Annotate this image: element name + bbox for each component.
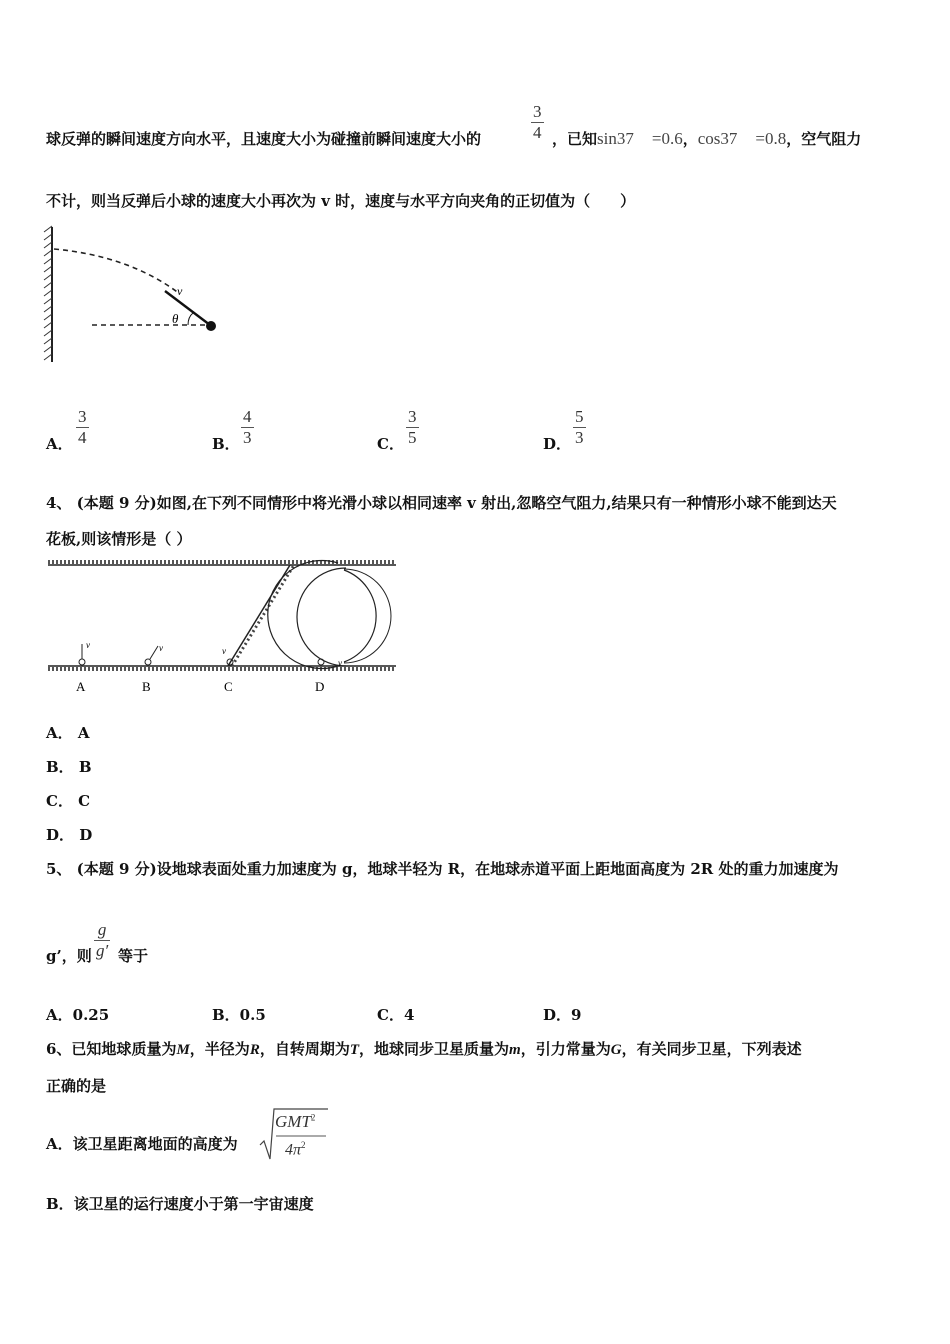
q3-text-line1 [46, 128, 481, 149]
label-a: A [76, 679, 86, 694]
q3-option-b-letter[interactable]: B． [212, 435, 240, 453]
q3-line1-a: 球反弹的瞬间速度方向水平，且速度大小为碰撞前瞬间速度大小的 [46, 130, 482, 148]
q3-comma: ， [682, 130, 698, 148]
q3-option-c-num: 3 [408, 407, 417, 426]
q4-option-b[interactable]: B． B [46, 758, 92, 776]
q6-line1-d: ，地球同步卫星质量为 [359, 1040, 510, 1058]
track-arc-a [297, 568, 346, 666]
q5-option-a[interactable]: A．0.25 [46, 1006, 110, 1024]
q3-option-c-fraction [406, 408, 419, 447]
q4-text-line1: 4、 (本题 9 分)如图,在下列不同情形中将光滑小球以相同速率 v 射出,忽略空气阻力,结果只有一种情形小球不能到达天 [46, 494, 837, 512]
q3-text-line2: 不计，则当反弹后小球的速度大小再次为 v 时，速度与水平方向夹角的正切值为（ ） [46, 192, 636, 210]
ball-b [145, 659, 151, 665]
q6-line1-b: ，半径为 [189, 1040, 250, 1058]
label-b: B [142, 679, 151, 694]
q6-M: M [176, 1042, 190, 1058]
v-label-a: v [86, 640, 90, 650]
q3-figure [40, 222, 230, 367]
q3-text-line1-b [552, 128, 861, 149]
track-arc-b [268, 561, 338, 669]
q6-optA-num-sup: 2 [310, 1112, 316, 1123]
q6-G: G [610, 1042, 622, 1058]
q3-option-a-den: 4 [78, 428, 87, 447]
q5-option-d[interactable]: D．9 [543, 1006, 582, 1024]
q3-option-a-num: 3 [78, 407, 87, 426]
q3-option-c-den: 5 [408, 428, 417, 447]
q6-T: T [349, 1042, 360, 1058]
q3-ratio-den: 4 [533, 123, 542, 142]
q3-sin-val: =0.6 [651, 129, 683, 148]
v-label-d: v [338, 658, 342, 668]
v-label-b: v [159, 643, 163, 653]
q3-sin-expr: sin37 [597, 129, 634, 148]
q5-text-line1: 5、 (本题 9 分)设地球表面处重力加速度为 g，地球半轻为 R，在地球赤道平面上距地面高度为 2R 处的重力加速度为 [46, 860, 839, 878]
q6-m: m [509, 1042, 521, 1058]
q5-equals: 等于 [118, 947, 149, 965]
ball [206, 321, 216, 331]
q6-text-line2: 正确的是 [46, 1077, 107, 1095]
q6-optA-denominator [285, 1140, 306, 1159]
trajectory-dashed [54, 249, 180, 294]
q5-option-b[interactable]: B．0.5 [212, 1006, 266, 1024]
q3-ratio-num: 3 [533, 102, 542, 121]
q3-option-b-fraction [241, 408, 254, 447]
q6-optA-den: 4π [285, 1141, 302, 1159]
v-label-c: v [222, 646, 226, 656]
incline-hatch [232, 565, 294, 666]
q3-option-d-den: 3 [575, 428, 584, 447]
track-inner [344, 570, 376, 662]
q4-option-a[interactable]: A． A [46, 724, 90, 742]
label-d: D [315, 679, 325, 694]
ball-a [79, 659, 85, 665]
v-label: v [177, 284, 183, 298]
track-outer [344, 569, 391, 663]
q6-optA-den-sup: 2 [301, 1140, 306, 1150]
q6-line1-e: ，引力常量为 [520, 1040, 611, 1058]
q3-option-c-letter[interactable]: C． [377, 435, 404, 453]
q6-optA-numerator [275, 1112, 315, 1132]
q4-option-d[interactable]: D． D [46, 826, 93, 844]
q3-option-d-fraction [573, 408, 586, 447]
theta-label: θ [172, 311, 179, 326]
q6-option-b[interactable]: B．该卫星的运行速度小于第一宇宙速度 [46, 1195, 314, 1213]
q3-option-a-letter[interactable]: A． [46, 435, 73, 453]
q6-line1-a: 6、已知地球质量为 [46, 1040, 177, 1058]
q3-line1-c: ，空气阻力 [786, 130, 862, 148]
angle-arc [188, 313, 193, 325]
q3-cos-expr: cos37 [697, 129, 738, 148]
q5-fraction [94, 921, 110, 960]
q6-line1-c: ，自转周期为 [259, 1040, 350, 1058]
q5-gprime-text: g’，则 [46, 947, 92, 965]
q3-option-d-num: 5 [575, 407, 584, 426]
q6-line1-f: ，有关同步卫星，下列表述 [621, 1040, 802, 1058]
q6-optA-num: GMT [275, 1112, 311, 1131]
q3-cos-val: =0.8 [755, 129, 787, 148]
q5-frac-den: g′ [96, 941, 109, 960]
arrow-b [150, 646, 158, 659]
q6-text-line1 [46, 1038, 802, 1059]
q4-text-line2: 花板,则该情形是（ ） [46, 530, 192, 548]
q4-option-c[interactable]: C． C [46, 792, 91, 810]
q6-R: R [249, 1042, 260, 1058]
label-c: C [224, 679, 233, 694]
q3-option-a-fraction [76, 408, 89, 447]
q3-ratio-fraction [531, 103, 544, 142]
wall-hatch [44, 226, 52, 360]
q5-frac-num: g [97, 920, 107, 939]
q3-option-b-den: 3 [243, 428, 252, 447]
q3-option-d-letter[interactable]: D． [543, 435, 572, 453]
q6-option-a[interactable]: A．该卫星距离地面的高度为 [46, 1135, 238, 1153]
q4-figure [44, 558, 400, 698]
q3-option-b-num: 4 [243, 407, 252, 426]
q5-option-c[interactable]: C．4 [377, 1006, 415, 1024]
q3-line1-b: ，已知 [552, 130, 598, 148]
